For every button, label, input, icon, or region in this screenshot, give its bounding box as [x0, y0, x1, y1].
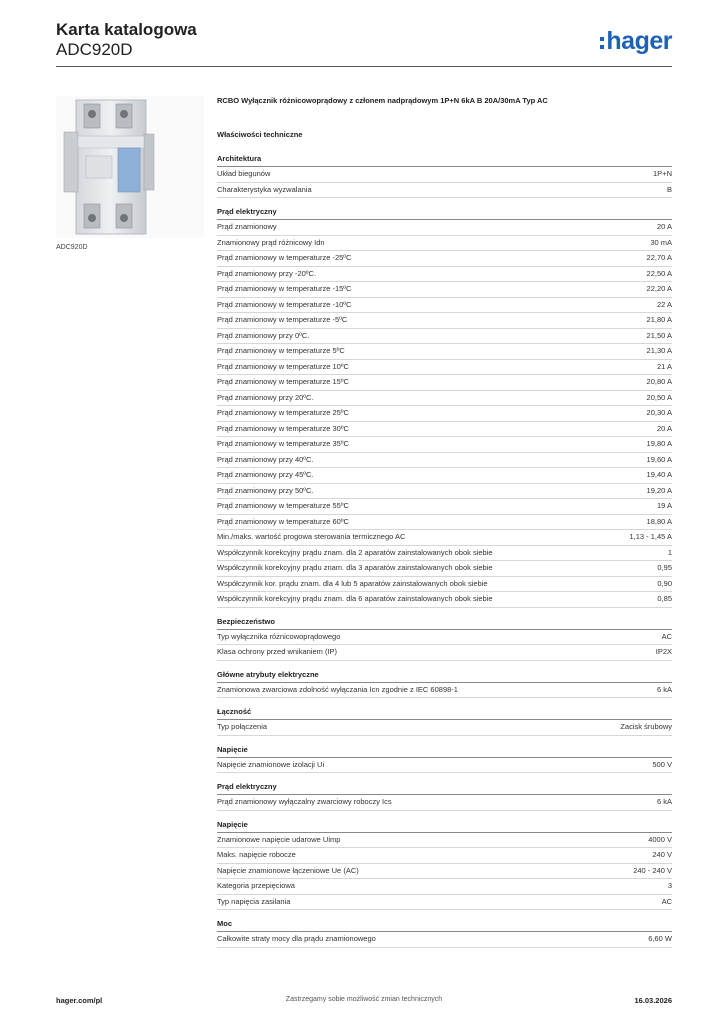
spec-content — [217, 96, 672, 957]
spec-label: Prąd znamionowy w temperaturze 25ºC — [217, 408, 349, 417]
spec-value: 18,80 A — [646, 516, 672, 526]
spec-row — [217, 630, 672, 646]
spec-label: Prąd znamionowy w temperaturze 55ºC — [217, 501, 349, 510]
spec-row — [217, 183, 672, 199]
spec-label: Prąd znamionowy przy 40ºC. — [217, 454, 314, 464]
spec-label: Typ połączenia — [217, 722, 268, 731]
spec-label: Prąd znamionowy w temperaturze 10ºC — [217, 361, 349, 371]
spec-label: Prąd znamionowy w temperaturze 60ºC — [217, 516, 349, 526]
spec-row — [217, 391, 672, 407]
spec-row — [217, 795, 672, 811]
spec-label: Maks. napięcie robocze — [217, 850, 296, 859]
spec-row — [217, 267, 672, 283]
image-caption: ADC920D — [56, 244, 88, 251]
spec-row — [217, 895, 672, 911]
spec-row — [217, 251, 672, 267]
spec-label: Charakterystyka wyzwalania — [217, 184, 312, 194]
logo-dots-icon — [600, 37, 604, 49]
spec-label: Prąd znamionowy — [217, 222, 277, 231]
spec-label: Kategoria przepięciowa — [217, 881, 295, 890]
spec-row — [217, 515, 672, 531]
spec-row — [217, 236, 672, 252]
spec-value: 0,85 — [657, 594, 672, 603]
section-heading: Architektura — [217, 154, 672, 167]
spec-value: 21 A — [656, 361, 672, 371]
spec-section — [217, 919, 672, 948]
spec-value: 240 - 240 V — [633, 865, 672, 875]
product-image — [56, 96, 204, 238]
spec-row — [217, 282, 672, 298]
spec-label: Znamionowy prąd różnicowy Idn — [217, 237, 325, 247]
spec-row — [217, 329, 672, 345]
spec-label: Prąd znamionowy przy 50ºC. — [217, 485, 314, 495]
spec-label: Znamionowa zwarciowa zdolność wyłączania Icn zgodnie z IEC 60898-1 — [217, 684, 458, 694]
spec-section — [217, 745, 672, 774]
spec-value: 30 mA — [650, 237, 672, 247]
spec-row — [217, 453, 672, 469]
spec-value: 20 A — [656, 222, 672, 231]
spec-row — [217, 683, 672, 699]
spec-value: 500 V — [652, 759, 672, 769]
spec-label: Prąd znamionowy w temperaturze 15ºC — [217, 377, 349, 386]
spec-row — [217, 360, 672, 376]
spec-label: Prąd znamionowy w temperaturze 30ºC — [217, 423, 349, 433]
spec-value: 240 V — [652, 850, 672, 859]
product-description: RCBO Wyłącznik różnicowoprądowy z członem nadprądowym 1P+N 6kA B 20A/30mA Typ AC — [217, 96, 548, 105]
spec-label: Typ wyłącznika różnicowoprądowego — [217, 631, 341, 641]
spec-label: Prąd znamionowy w temperaturze -5ºC — [217, 315, 348, 324]
spec-label: Typ napięcia zasilania — [217, 896, 291, 906]
spec-row — [217, 645, 672, 661]
spec-row — [217, 758, 672, 774]
spec-value: 6 kA — [656, 797, 672, 806]
document-title: Karta katalogowa — [56, 20, 197, 39]
spec-label: Współczynnik korekcyjny prądu znam. dla 3 aparatów zainstalowanych obok siebie — [217, 563, 493, 572]
spec-label: Prąd znamionowy w temperaturze -25ºC — [217, 253, 352, 262]
spec-label: Prąd znamionowy przy 45ºC. — [217, 470, 314, 479]
spec-row — [217, 499, 672, 515]
spec-value: 22 A — [656, 299, 672, 309]
document-header — [56, 20, 197, 60]
spec-row — [217, 344, 672, 360]
spec-row — [217, 546, 672, 562]
spec-value: 0,95 — [657, 563, 672, 572]
properties-heading: Właściwości techniczne — [217, 130, 303, 139]
spec-row — [217, 720, 672, 736]
spec-label: Znamionowe napięcie udarowe Uimp — [217, 834, 341, 844]
spec-value: 21,80 A — [646, 315, 672, 324]
spec-label: Prąd znamionowy przy -20ºC. — [217, 268, 317, 278]
spec-sections — [217, 154, 672, 948]
spec-row — [217, 298, 672, 314]
spec-row — [217, 592, 672, 608]
spec-label: Prąd znamionowy wyłączalny zwarciowy roboczy Ics — [217, 797, 392, 806]
spec-row — [217, 167, 672, 183]
spec-value: 1,13 - 1,45 A — [629, 532, 672, 541]
spec-value: 19,80 A — [646, 439, 672, 448]
spec-value: AC — [661, 896, 672, 906]
spec-row — [217, 879, 672, 895]
spec-value: 19,40 A — [646, 470, 672, 479]
spec-row — [217, 932, 672, 948]
spec-label: Prąd znamionowy w temperaturze 35ºC — [217, 439, 349, 448]
footer-date: 16.03.2026 — [634, 996, 672, 1005]
spec-label: Prąd znamionowy przy 20ºC. — [217, 392, 314, 402]
logo-text: hager — [606, 27, 672, 55]
spec-label: Klasa ochrony przed wnikaniem (IP) — [217, 647, 338, 656]
spec-value: 20,80 A — [646, 377, 672, 386]
header-divider — [56, 66, 672, 67]
rcbo-device-icon — [56, 96, 204, 238]
spec-value: 19,60 A — [646, 454, 672, 464]
spec-value: 19,20 A — [646, 485, 672, 495]
spec-section — [217, 820, 672, 911]
spec-section — [217, 617, 672, 661]
spec-value: 22,20 A — [646, 284, 672, 293]
spec-value: 3 — [667, 881, 672, 890]
spec-row — [217, 833, 672, 849]
spec-section — [217, 782, 672, 811]
spec-value: Zacisk śrubowy — [620, 722, 672, 731]
section-heading: Prąd elektryczny — [217, 207, 672, 220]
spec-value: 20,50 A — [646, 392, 672, 402]
spec-value: 21,30 A — [646, 346, 672, 355]
spec-label: Współczynnik korekcyjny prądu znam. dla 6 aparatów zainstalowanych obok siebie — [217, 594, 493, 603]
spec-value: B — [666, 184, 672, 194]
product-code: ADC920D — [56, 40, 133, 59]
section-heading: Napięcie — [217, 745, 672, 758]
spec-label: Prąd znamionowy przy 0ºC. — [217, 330, 310, 340]
spec-row — [217, 437, 672, 453]
spec-value: 1 — [667, 547, 672, 557]
spec-label: Napięcie znamionowe izolacji Ui — [217, 759, 325, 769]
spec-value: 6,60 W — [648, 934, 672, 943]
spec-section — [217, 154, 672, 198]
spec-value: 19 A — [656, 501, 672, 510]
spec-label: Napięcie znamionowe łączeniowe Ue (AC) — [217, 865, 359, 875]
spec-value: 20,30 A — [646, 408, 672, 417]
spec-section — [217, 707, 672, 736]
spec-value: 0,90 — [657, 578, 672, 588]
spec-row — [217, 848, 672, 864]
spec-label: Prąd znamionowy w temperaturze -10ºC — [217, 299, 352, 309]
spec-label: Prąd znamionowy w temperaturze -15ºC — [217, 284, 352, 293]
spec-label: Układ biegunów — [217, 169, 271, 178]
spec-row — [217, 577, 672, 593]
hager-logo[interactable] — [600, 26, 672, 56]
spec-section — [217, 207, 672, 608]
section-heading: Główne atrybuty elektryczne — [217, 670, 672, 683]
spec-row — [217, 864, 672, 880]
section-heading: Łączność — [217, 707, 672, 720]
spec-row — [217, 375, 672, 391]
section-heading: Moc — [217, 919, 672, 932]
spec-label: Min./maks. wartość progowa sterowania termicznego AC — [217, 532, 406, 541]
spec-label: Współczynnik korekcyjny prądu znam. dla 2 aparatów zainstalowanych obok siebie — [217, 547, 493, 557]
spec-row — [217, 220, 672, 236]
spec-value: AC — [661, 631, 672, 641]
spec-value: 20 A — [656, 423, 672, 433]
spec-value: IP2X — [655, 647, 672, 656]
spec-label: Całkowite straty mocy dla prądu znamionowego — [217, 934, 376, 943]
spec-value: 4000 V — [648, 834, 672, 844]
spec-value: 6 kA — [656, 684, 672, 694]
spec-row — [217, 313, 672, 329]
spec-value: 22,50 A — [646, 268, 672, 278]
spec-row — [217, 406, 672, 422]
footer-disclaimer: Zastrzegamy sobie możliwość zmian technicznych — [285, 996, 443, 1003]
section-heading: Napięcie — [217, 820, 672, 833]
spec-label: Prąd znamionowy w temperaturze 5ºC — [217, 346, 345, 355]
spec-row — [217, 422, 672, 438]
spec-value: 22,70 A — [646, 253, 672, 262]
spec-row — [217, 561, 672, 577]
spec-row — [217, 530, 672, 546]
section-heading: Bezpieczeństwo — [217, 617, 672, 630]
spec-row — [217, 468, 672, 484]
footer-website-link[interactable]: hager.com/pl — [56, 996, 103, 1005]
spec-row — [217, 484, 672, 500]
spec-value: 21,50 A — [646, 330, 672, 340]
spec-section — [217, 670, 672, 699]
spec-value: 1P+N — [653, 169, 672, 178]
section-heading: Prąd elektryczny — [217, 782, 672, 795]
spec-label: Współczynnik kor. prądu znam. dla 4 lub 5 aparatów zainstalowanych obok siebie — [217, 578, 488, 588]
